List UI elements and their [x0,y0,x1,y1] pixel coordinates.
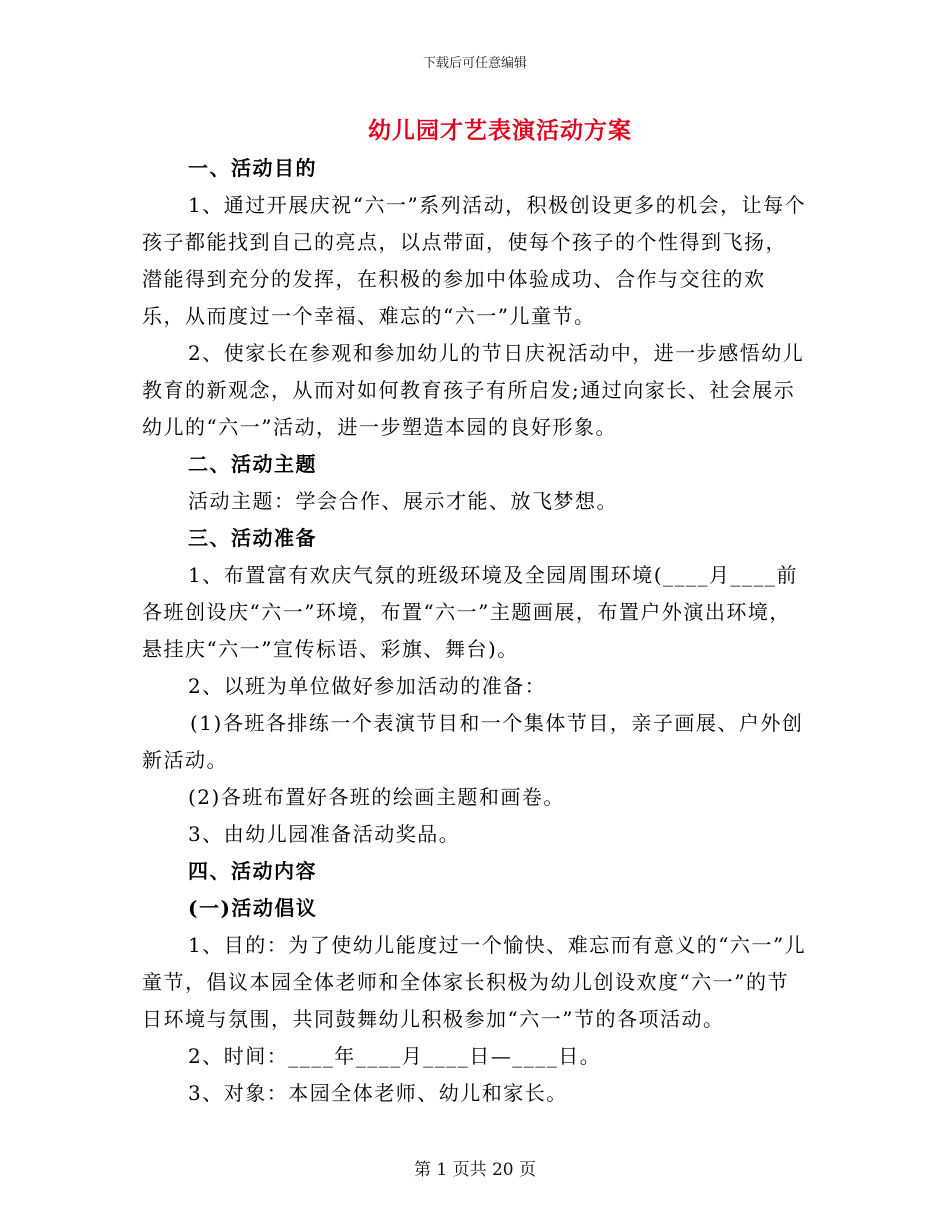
paragraph-theme: 活动主题：学会合作、展示才能、放飞梦想。 [188,489,618,513]
paragraph-purpose-1: 1、通过开展庆祝“六一”系列活动，积极创设更多的机会，让每个孩子都能找到自己的亮点，以点带面，使每个孩子的个性得到飞扬，潜能得到充分的发挥，在积极的参加中体验成功、合作与交往的欢乐，从而度过一个幸福、难忘的“六一”儿童节。 [142,193,807,328]
page-number: 第 1 页共 20 页 [413,1160,537,1180]
paragraph-preparation-2: 2、以班为单位做好参加活动的准备： [188,674,547,698]
header-note: 下载后可任意编辑 [422,56,527,71]
section-heading-purpose: 一、活动目的 [188,156,317,180]
paragraph-initiative-2: 2、时间：____年____月____日—____日。 [188,1044,602,1068]
paragraph-purpose-2: 2、使家长在参观和参加幼儿的节日庆祝活动中，进一步感悟幼儿教育的新观念，从而对如何教育孩子有所启发;通过向家长、社会展示幼儿的“六一”活动，进一步塑造本园的良好形象。 [142,341,805,439]
subsection-heading-initiative: (一)活动倡议 [188,896,318,920]
paragraph-preparation-2-1: (1)各班各排练一个表演节目和一个集体节目，亲子画展、户外创新活动。 [142,711,804,772]
document-title: 幼儿园才艺表演活动方案 [368,117,632,144]
paragraph-initiative-3: 3、对象：本园全体老师、幼儿和家长。 [188,1081,568,1105]
section-heading-content: 四、活动内容 [188,859,317,883]
paragraph-preparation-1: 1、布置富有欢庆气氛的班级环境及全园周围环境(____月____前各班创设庆“六一”环境，布置“六一”主题画展，布置户外演出环境，悬挂庆“六一”宣传标语、彩旗、舞台)。 [142,563,799,661]
paragraph-preparation-3: 3、由幼儿园准备活动奖品。 [188,822,461,846]
document-body [142,150,807,1112]
section-heading-preparation: 三、活动准备 [188,526,317,550]
section-heading-theme: 二、活动主题 [188,452,317,476]
paragraph-preparation-2-2: (2)各班布置好各班的绘画主题和画卷。 [188,785,565,809]
paragraph-initiative-1: 1、目的：为了使幼儿能度过一个愉快、难忘而有意义的“六一”儿童节，倡议本园全体老师和全体家长积极为幼儿创设欢度“六一”的节日环境与氛围，共同鼓舞幼儿积极参加“六一”节的各项活动。 [142,933,807,1031]
